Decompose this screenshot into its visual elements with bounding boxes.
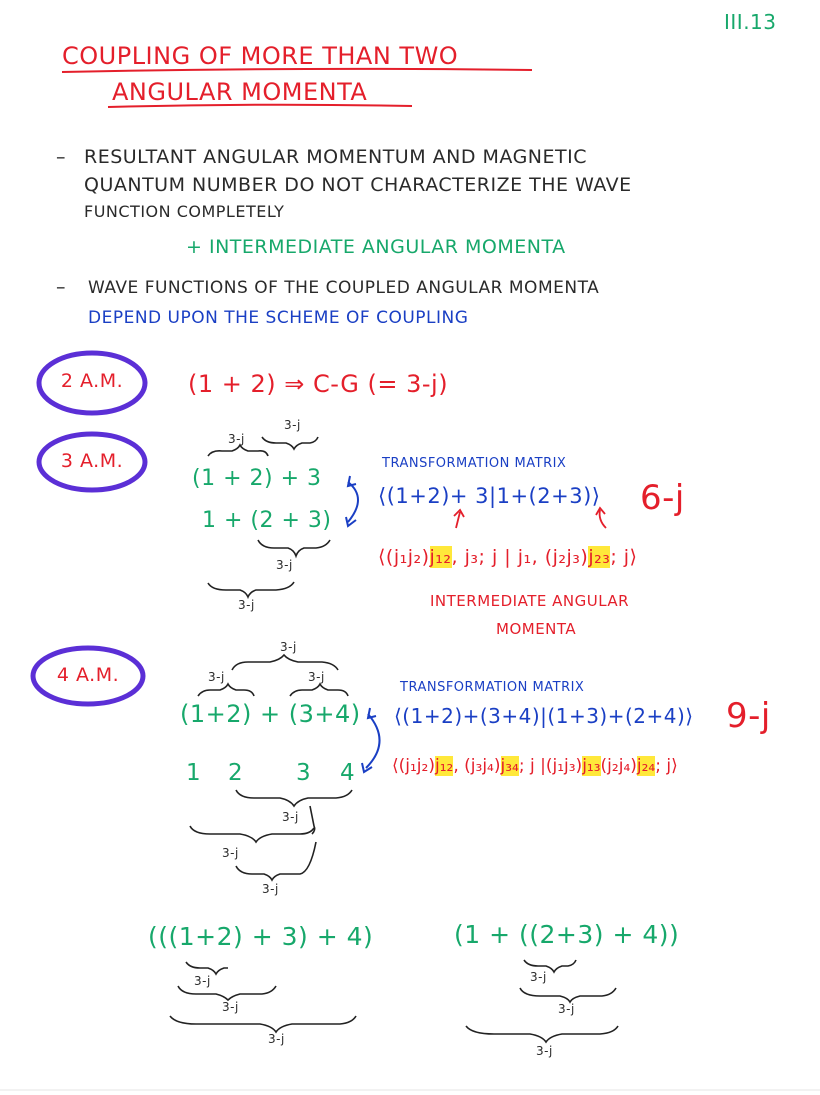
red-arrow-2 [600,510,606,528]
formula-bottom-left: (((1+2) + 3) + 4) [148,922,374,951]
point2-line1: WAVE FUNCTIONS OF THE COUPLED ANGULAR MOMENTA [88,278,600,298]
page-title-line-1: COUPLING OF MORE THAN TWO [62,42,459,70]
brace-label-3am-c: 3-j [276,558,293,572]
bracket-4am-mid2: ; j |(j₁j₃) [518,756,583,776]
bracket-3am-end: ; j⟩ [610,546,638,568]
matrix-4am: ⟨(1+2)+(3+4)|(1+3)+(2+4)⟩ [394,704,694,728]
brace-4am-lower3 [236,842,316,880]
symbol-9j: 9-j [726,696,771,736]
brace-3am-a [208,445,268,456]
formula-2am: (1 + 2) ⇒ C-G (= 3-j) [188,370,449,398]
matrix-label-3am: TRANSFORMATION MATRIX [382,456,567,471]
point2-line2: DEPEND UPON THE SCHEME OF COUPLING [88,308,469,328]
bracket-4am-end: ; j⟩ [655,756,678,776]
page-number: III.13 [724,10,777,34]
bracket-3am [378,546,637,568]
point1-line2: QUANTUM NUMBER DO NOT CHARACTERIZE THE WAVE [84,174,632,196]
brace-4am-lower1 [236,790,352,806]
j24-highlight: j₂₄ [636,756,656,776]
red-arrow-1 [456,512,460,528]
matrix-label-4am: TRANSFORMATION MATRIX [400,680,585,695]
j13-highlight: j₁₃ [582,756,601,776]
bracket-4am-mid3: (j₂j₄) [600,756,637,776]
brace-label-4am-lower2: 3-j [222,846,239,860]
brace-br-3 [466,1026,618,1042]
brace-3am-b [262,437,318,449]
intermediate-label-2: MOMENTA [496,620,577,638]
label-2am: 2 A.M. [60,370,124,392]
point1-dash: – [56,146,66,168]
brace-label-bl-2: 3-j [222,1000,239,1014]
brace-label-br-2: 3-j [558,1002,575,1016]
number-2: 2 [228,760,244,786]
brace-label-bl-1: 3-j [194,974,211,988]
brace-label-4am-lower1: 3-j [282,810,299,824]
formula-3am-1: (1 + 2) + 3 [192,466,322,491]
brace-4am-lower2 [190,826,314,842]
brace-label-4am-right: 3-j [308,670,325,684]
brace-label-br-1: 3-j [530,970,547,984]
formula-4am: (1+2) + (3+4) [180,700,361,728]
brace-label-3am-d: 3-j [238,598,255,612]
bracket-4am-start: ⟨(j₁j₂) [392,756,435,776]
point1-line3: FUNCTION COMPLETELY [84,202,285,221]
formula-bottom-right: (1 + ((2+3) + 4)) [454,920,680,949]
bracket-4am-mid1: , (j₃j₄) [453,756,501,776]
number-1: 1 [186,760,202,786]
bracket-3am-mid: , j₃; j | j₁, (j₂j₃) [451,546,589,568]
j12-highlight: j₁₂ [429,546,452,568]
matrix-3am: ⟨(1+2)+ 3|1+(2+3)⟩ [378,484,601,508]
brace-4am-top [232,655,338,670]
brace-4am-left [198,684,254,696]
intermediate-label-1: INTERMEDIATE ANGULAR [430,592,630,610]
label-3am: 3 A.M. [60,450,124,472]
brace-3am-d [208,582,294,597]
number-3: 3 [296,760,312,786]
symbol-6j: 6-j [640,478,685,518]
brace-label-4am-left: 3-j [208,670,225,684]
page-title-line-2: ANGULAR MOMENTA [112,78,368,106]
formula-3am-2: 1 + (2 + 3) [202,508,332,533]
brace-label-br-3: 3-j [536,1044,553,1058]
j12-4am-highlight: j₁₂ [434,756,454,776]
arrow-4am [366,714,380,768]
point1-line1: RESULTANT ANGULAR MOMENTUM AND MAGNETIC [84,146,587,168]
bracket-4am [392,756,678,776]
brace-bl-2 [178,986,276,1000]
bracket-3am-start: ⟨(j₁j₂) [378,546,430,568]
brace-label-4am-top: 3-j [280,640,297,654]
brace-bl-1 [186,962,228,974]
point2-dash: – [56,276,66,298]
brace-bl-3 [170,1016,356,1032]
brace-label-3am-a: 3-j [228,432,245,446]
brace-label-3am-b: 3-j [284,418,301,432]
brace-3am-c [258,540,330,556]
point1-intermediate: + INTERMEDIATE ANGULAR MOMENTA [186,236,566,258]
brace-label-bl-3: 3-j [268,1032,285,1046]
brace-br-2 [520,988,616,1002]
arrow-3am [348,482,358,522]
j34-highlight: j₃₄ [500,756,519,776]
brace-4am-right [290,684,348,696]
brace-4am-lower1-tick [310,806,315,834]
j23-highlight: j₂₃ [588,546,611,568]
label-4am: 4 A.M. [56,664,120,686]
number-4: 4 [340,760,356,786]
brace-label-4am-lower3: 3-j [262,882,279,896]
